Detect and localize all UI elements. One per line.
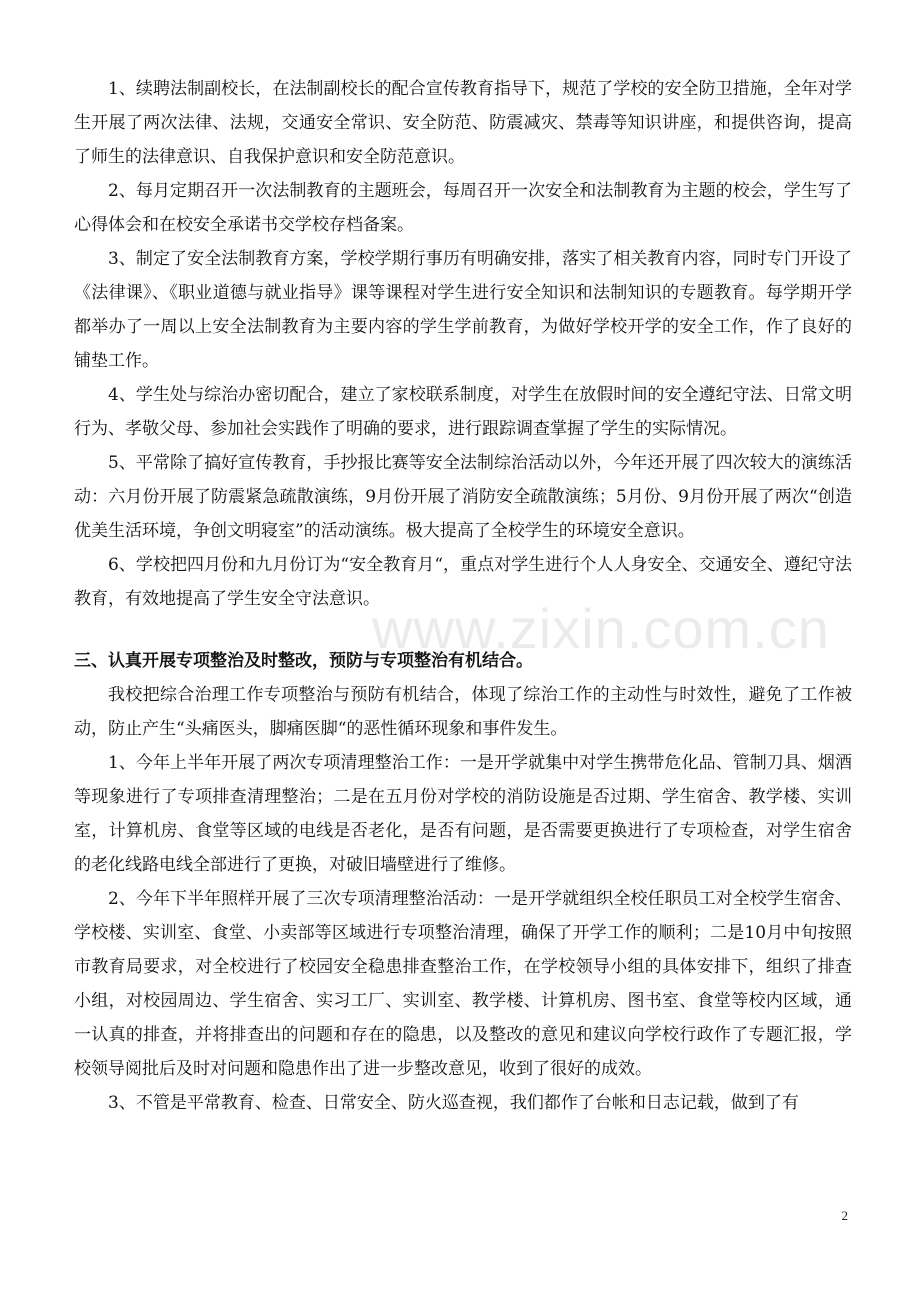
section-intro-paragraph: 我校把综合治理工作专项整治与预防有机结合，体现了综治工作的主动性与时效性，避免了工作被动，防止产生“头痛医头，脚痛医脚“的恶性循环现象和事件发生。	[74, 685, 852, 739]
watermark-text: www.zixin.com.cn	[372, 597, 830, 660]
paragraph-item-3: 3、制定了安全法制教育方案，学校学期行事历有明确安排，落实了相关教育内容，同时专门开设了《法律课》、《职业道德与就业指导》课等课程对学生进行安全知识和法制知识的专题教育。每学期开学都举办了一周以上安全法制教育为主要内容的学生学前教育，为做好学校开学的安全工作，作了良好的铺垫工作。	[74, 249, 852, 371]
document-page	[74, 72, 852, 1120]
paragraph-item-1: 1、续聘法制副校长，在法制副校长的配合宣传教育指导下，规范了学校的安全防卫措施，全年对学生开展了两次法律、法规，交通安全常识、安全防范、防震减灾、禁毒等知识讲座，和提供咨询，提高了师生的法律意识、自我保护意识和安全防范意识。	[74, 79, 852, 167]
paragraph-item-rectification-1: 1、今年上半年开展了两次专项清理整治工作：一是开学就集中对学生携带危化品、管制刀具、烟酒等现象进行了专项排查清理整治；二是在五月份对学校的消防设施是否过期、学生宿舍、教学楼、实训室，计算机房、食堂等区域的电线是否老化，是否有问题，是否需要更换进行了专项检查，对学生宿舍的老化线路电线全部进行了更换，对破旧墙壁进行了维修。	[74, 753, 852, 875]
paragraph-item-rectification-3: 3、不管是平常教育、检查、日常安全、防火巡查视，我们都作了台帐和日志记载，做到了有	[108, 1093, 799, 1113]
paragraph-item-2: 2、每月定期召开一次法制教育的主题班会，每周召开一次安全和法制教育为主题的校会，学生写了心得体会和在校安全承诺书交学校存档备案。	[74, 181, 852, 235]
paragraph-item-5: 5、平常除了搞好宣传教育，手抄报比赛等安全法制综治活动以外，今年还开展了四次较大的演练活动：六月份开展了防震紧急疏散演练，9月份开展了消防安全疏散演练；5月份、9月份开展了两次“创造优美生活环境，争创文明寝室”的活动演练。极大提高了全校学生的环境安全意识。	[74, 453, 852, 541]
paragraph-item-rectification-2: 2、今年下半年照样开展了三次专项清理整治活动：一是开学就组织全校任职员工对全校学生宿舍、学校楼、实训室、食堂、小卖部等区域进行专项整治清理，确保了开学工作的顺利；二是10月中旬按照市教育局要求，对全校进行了校园安全稳患排查整治工作，在学校领导小组的具体安排下，组织了排查小组，对校园周边、学生宿舍、实习工厂、实训室、教学楼、计算机房、图书室、食堂等校内区域，通一认真的排查，并将排查出的问题和存在的隐患，以及整改的意见和建议向学校行政作了专题汇报，学校领导阅批后及时对问题和隐患作出了进一步整改意见，收到了很好的成效。	[74, 889, 852, 1079]
paragraph-item-6: 6、学校把四月份和九月份订为“安全教育月“，重点对学生进行个人人身安全、交通安全、遵纪守法教育，有效地提高了学生安全守法意识。	[74, 555, 852, 609]
page-number: 2	[841, 1208, 848, 1223]
section-heading: 三、认真开展专项整治及时整改，预防与专项整治有机结合。	[74, 651, 533, 671]
paragraph-item-4: 4、学生处与综治办密切配合，建立了家校联系制度，对学生在放假时间的安全遵纪守法、日常文明行为、孝敬父母、参加社会实践作了明确的要求，进行跟踪调查掌握了学生的实际情况。	[74, 385, 852, 439]
